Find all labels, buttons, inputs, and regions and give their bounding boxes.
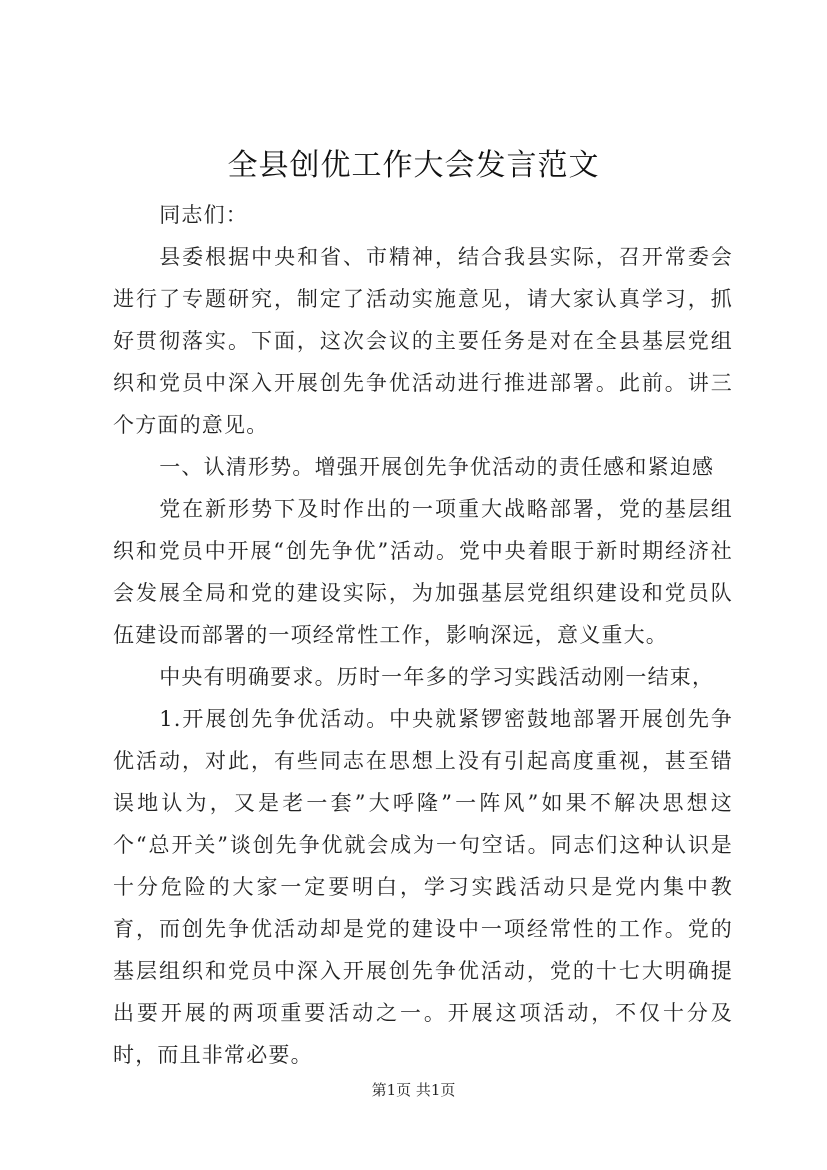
page-footer: 第1页 共1页	[371, 1081, 456, 1099]
document-body	[113, 194, 733, 1076]
paragraph-greeting: 同志们：	[159, 203, 248, 227]
document-title: 全县创优工作大会发言范文	[227, 148, 600, 183]
paragraph-point-1: 1.开展创先争优活动。中央就紧锣密鼓地部署开展创先争优活动，对此，有些同志在思想上没有引起高度重视，甚至错误地认为，又是老一套”大呼隆”一阵风”如果不解决思想这个“总开关”谈创先争优就会成为一句空话。同志们这种认识是十分危险的大家一定要明白，学习实践活动只是党内集中教育，而创先争优活动却是党的建设中一项经常性的工作。党的基层组织和党员中深入开展创先争优活动，党的十七大明确提出要开展的两项重要活动之一。开展这项活动，不仅十分及时，而且非常必要。	[113, 707, 733, 1067]
paragraph-intro: 县委根据中央和省、市精神，结合我县实际，召开常委会进行了专题研究，制定了活动实施意见，请大家认真学习，抓好贯彻落实。下面，这次会议的主要任务是对在全县基层党组织和党员中深入开展创先争优活动进行推进部署。此前。讲三个方面的意见。	[113, 245, 733, 437]
section-heading-1: 一、认清形势。增强开展创先争优活动的责任感和紧迫感	[159, 455, 715, 479]
paragraph-central-requirement: 中央有明确要求。历时一年多的学习实践活动刚一结束，	[159, 665, 715, 689]
paragraph-situation: 党在新形势下及时作出的一项重大战略部署，党的基层组织和党员中开展“创先争优”活动。党中央着眼于新时期经济社会发展全局和党的建设实际，为加强基层党组织建设和党员队伍建设而部署的一项经常性工作，影响深远，意义重大。	[113, 497, 733, 647]
